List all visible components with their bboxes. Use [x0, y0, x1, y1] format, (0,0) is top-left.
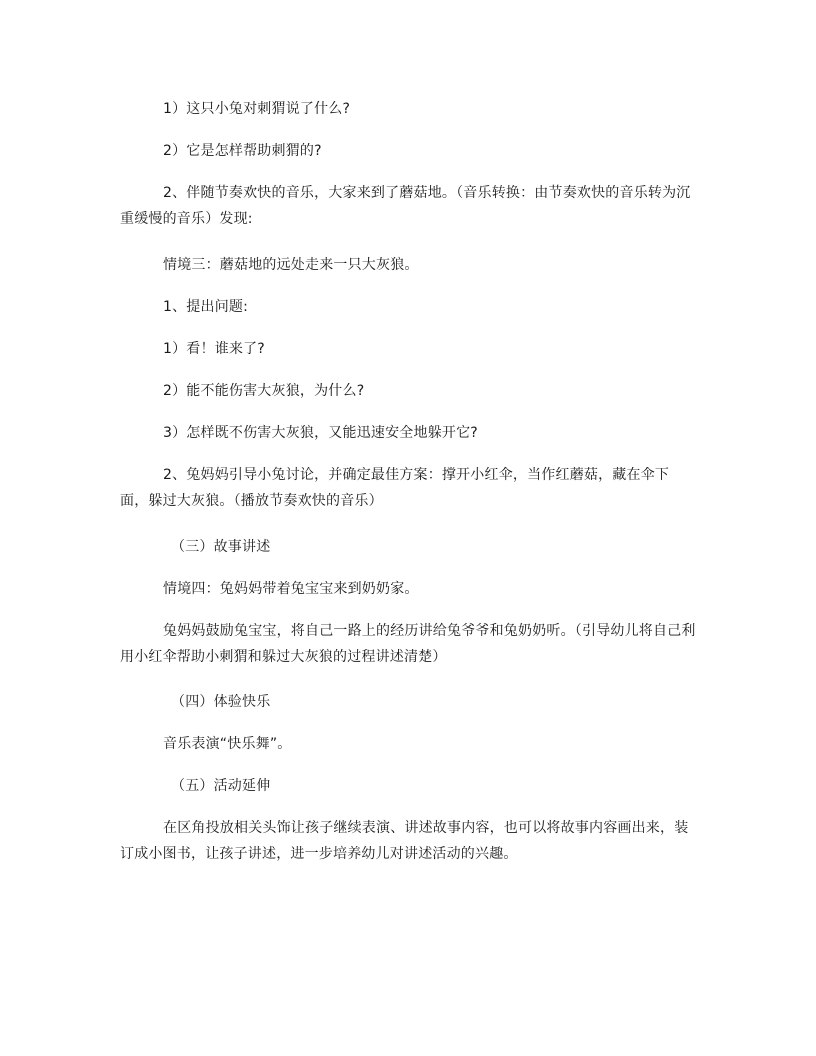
question-avoid-wolf: 3）怎样既不伤害大灰狼，又能迅速安全地躲开它? [163, 425, 478, 441]
question-who-came: 1）看！谁来了? [163, 341, 265, 357]
paragraph-extension: 在区角投放相关头饰让孩子继续表演、讲述故事内容，也可以将故事内容画出来，装订成小图书，让孩子讲述，进一步培养幼儿对讲述活动的兴趣。 [120, 820, 689, 862]
paragraph-encourage: 兔妈妈鼓励兔宝宝，将自己一路上的经历讲给兔爷爷和兔奶奶听。（引导幼儿将自己利用小红伞帮助小刺猬和躲过大灰狼的过程讲述清楚） [120, 623, 696, 665]
paragraph-mushroom-field: 2、伴随节奏欢快的音乐，大家来到了蘑菇地。（音乐转换：由节奏欢快的音乐转为沉重缓慢的音乐）发现: [120, 185, 691, 227]
question-rabbit-said: 1）这只小兔对刺猬说了什么? [163, 101, 351, 117]
question-harm-wolf: 2）能不能伤害大灰狼，为什么? [163, 383, 365, 399]
section-heading-experience-joy: （四）体验快乐 [171, 694, 271, 710]
scenario-three: 情境三：蘑菇地的远处走来一只大灰狼。 [163, 257, 419, 273]
scenario-four: 情境四：兔妈妈带着兔宝宝来到奶奶家。 [163, 581, 419, 597]
paragraph-best-plan: 2、兔妈妈引导小兔讨论，并确定最佳方案：撑开小红伞，当作红蘑菇，藏在伞下面，躲过大灰狼。（播放节奏欢快的音乐） [120, 467, 670, 509]
question-how-helped: 2）它是怎样帮助刺猬的? [163, 143, 322, 159]
music-performance: 音乐表演“快乐舞”。 [163, 736, 292, 752]
section-heading-story-telling: （三）故事讲述 [171, 539, 271, 555]
raise-questions: 1、提出问题: [163, 299, 249, 315]
section-heading-extension: （五）活动延伸 [171, 778, 271, 794]
